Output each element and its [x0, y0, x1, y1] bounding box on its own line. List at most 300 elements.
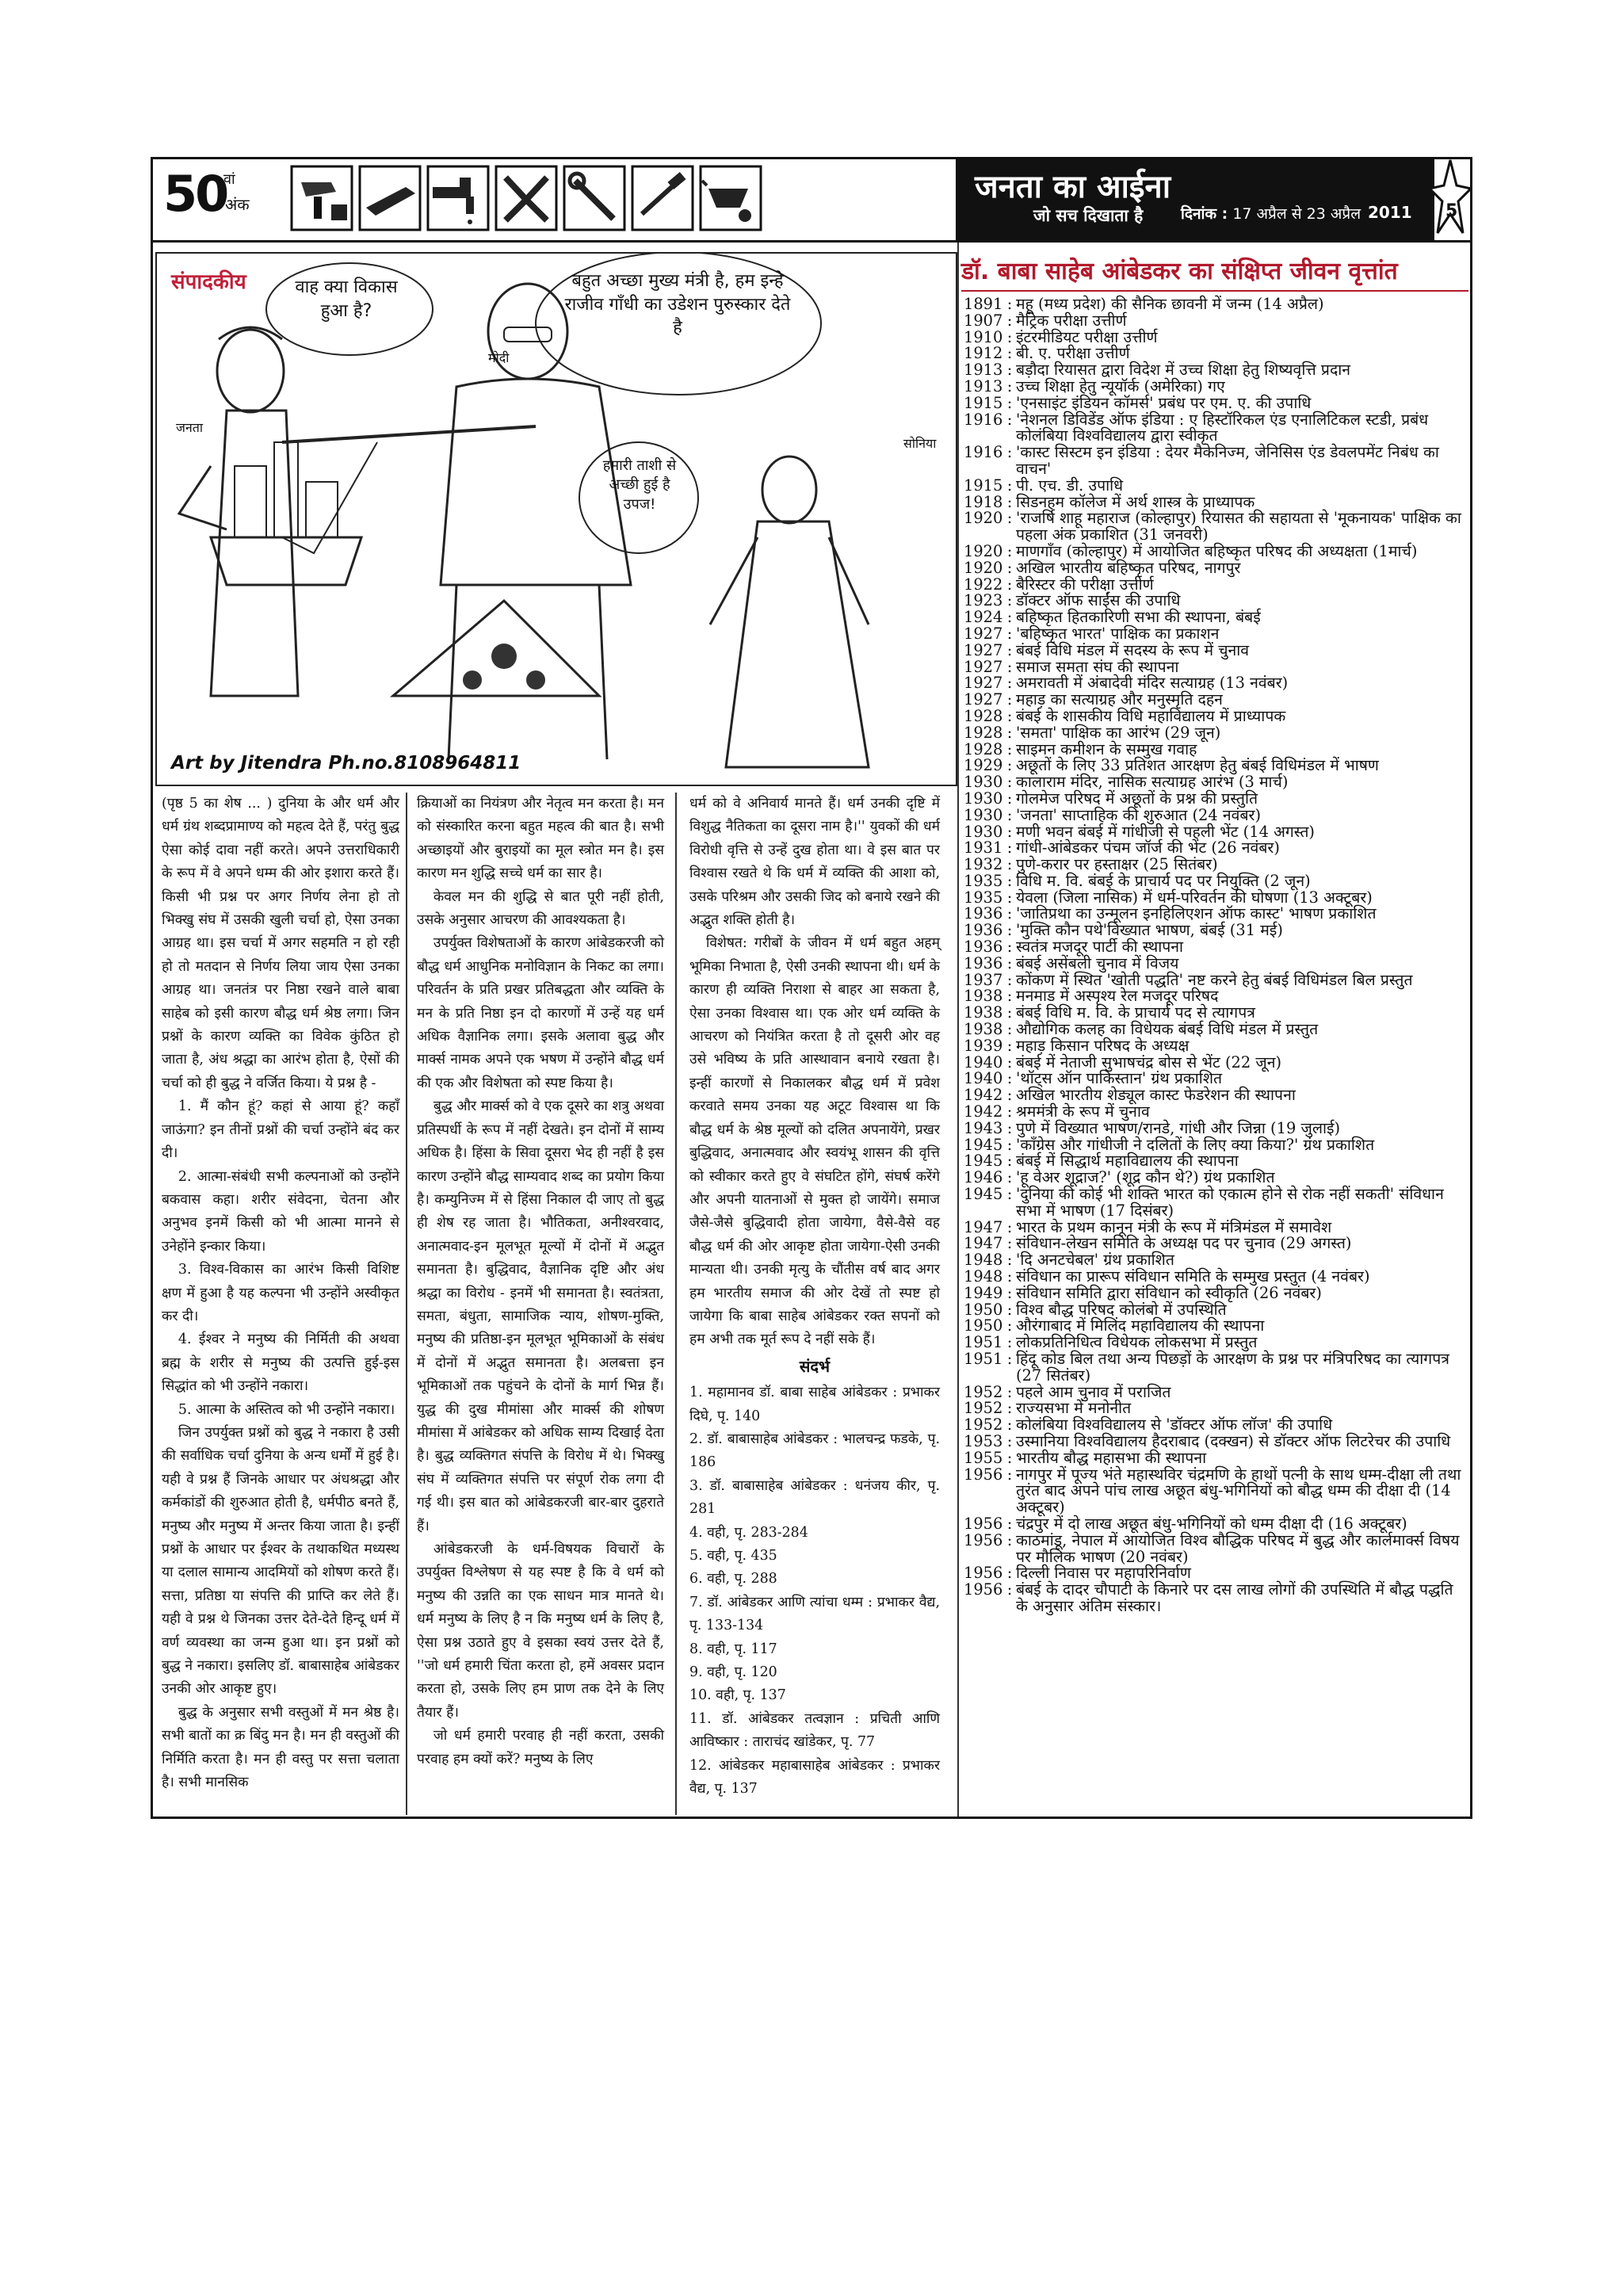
timeline-year: 1891: [964, 295, 1003, 313]
timeline-event: औद्योगिक कलह का विधेयक बंबई विधि मंडल में प्रस्तुत: [1016, 1020, 1319, 1039]
column-divider: [406, 793, 407, 1815]
timeline-year: 1942: [964, 1086, 1003, 1105]
timeline-event: नागपुर में पूज्य भंते महास्थविर चंद्रमणि के हाथों पत्नी के साथ धम्म-दीक्षा ली तथा तुरंत बाद अपने पांच लाख अछूत बंधु-भगिनियों को बौद्ध धम्म की दीक्षा दी (14 अक्टूबर): [1016, 1465, 1461, 1517]
timeline-year: 1924: [964, 608, 1003, 627]
timeline-separator: :: [1006, 361, 1013, 380]
timeline-year: 1913: [964, 361, 1003, 380]
reference-item: 1. महामानव डॉ. बाबा साहेब आंबेडकर : प्रभाकर दिघे, पृ. 140: [689, 1385, 940, 1424]
timeline-year: 1930: [964, 773, 1003, 792]
timeline-separator: :: [1006, 1350, 1013, 1368]
label-sonia: सोनिया: [903, 436, 937, 451]
timeline-year: 1927: [964, 624, 1003, 643]
timeline-year: 1923: [964, 591, 1003, 610]
timeline-separator: :: [1006, 987, 1013, 1006]
timeline-separator: :: [1006, 1234, 1013, 1253]
speech-bubble-sonia: हमारी ताशी से अच्छी हुई है उपज!: [602, 457, 677, 513]
reference-item: 11. डॉ. आंबेडकर तत्वज्ञान : प्रचिती आणि आविष्कार : ताराचंद खांडेकर, पृ. 77: [689, 1710, 940, 1751]
timeline-row: [964, 824, 1468, 841]
reference-item: 7. डॉ. आंबेडकर आणि त्यांचा धम्म : प्रभाकर वैद्य, पृ. 133-134: [689, 1594, 940, 1634]
timeline-row: [964, 577, 1468, 594]
timeline-row: [964, 1450, 1468, 1467]
timeline-year: 1938: [964, 1003, 1003, 1022]
timeline-year: 1918: [964, 492, 1003, 511]
timeline-separator: :: [1006, 1448, 1013, 1467]
reference-item: 5. वही, पृ. 435: [689, 1548, 777, 1564]
timeline-year: 1940: [964, 1052, 1003, 1072]
timeline-separator: :: [1006, 1399, 1013, 1418]
date-label: दिनांक :: [1181, 205, 1228, 223]
label-janta: जनता: [176, 420, 204, 435]
timeline-event: पुणे-करार पर हस्ताक्षर (25 सितंबर): [1016, 855, 1218, 874]
timeline-year: 1939: [964, 1036, 1003, 1055]
timeline-separator: :: [1006, 640, 1013, 659]
timeline-row: [964, 1335, 1468, 1351]
timeline-event: महाड़ का सत्याग्रह और मनुस्मृति दहन: [1016, 690, 1223, 709]
timeline-event: डॉक्टर ऑफ साईंस की उपाधि: [1016, 591, 1181, 610]
timeline-row: [964, 1118, 1468, 1137]
anniversary-number: 50: [163, 165, 227, 223]
timeline-separator: :: [1006, 376, 1013, 395]
timeline-separator: :: [1006, 492, 1013, 511]
timeline-event: लोकप्रतिनिधित्व विधेयक लोकसभा में प्रस्तुत: [1016, 1333, 1258, 1352]
timeline-year: 1929: [964, 756, 1003, 775]
timeline-event: बंबई में सिद्धार्थ महाविद्यालय की स्थापना: [1016, 1152, 1239, 1171]
timeline-row: [964, 1022, 1468, 1038]
timeline-row: [964, 791, 1468, 808]
timeline-row: [964, 939, 1468, 956]
timeline-separator: :: [1006, 344, 1013, 363]
timeline-event: 'नेशनल डिविडेंड ऑफ इंडिया : ए हिस्टॉरिकल एंड एनालिटिकल स्टडी, प्रबंध कोलंबिया विश्वविद्यालय द्वारा स्वीकृत: [1016, 410, 1429, 445]
timeline-separator: :: [1006, 674, 1013, 693]
timeline-year: 1936: [964, 938, 1003, 957]
timeline-event: 'हू वेअर शूद्राज?' (शूद्र कौन थे?) ग्रंथ प्रकाशित: [1016, 1168, 1275, 1187]
timeline-event: मैट्रिक परीक्षा उत्तीर्ण: [1016, 311, 1127, 330]
timeline-separator: :: [1006, 1530, 1013, 1549]
timeline-event: राज्यसभा में मनोनीत: [1016, 1399, 1132, 1418]
hammer-icon: [631, 165, 694, 231]
timeline-year: 1930: [964, 789, 1003, 808]
timeline-row: [964, 1467, 1468, 1516]
timeline-separator: :: [1006, 888, 1013, 907]
timeline-row: [964, 758, 1468, 774]
paragraph: बुद्ध और मार्क्स को वे एक दूसरे का शत्रु अथवा प्रतिस्पर्धी के रूप में नहीं देखते। इन दोनों में साम्य अधिक है। हिंसा के सिवा दूसरा भेद ही नहीं है इस कारण उन्होंने बौद्ध साम्यवाद शब्द का प्रयोग किया है। कम्युनिज्म में से हिंसा निकाल दी जाए तो बुद्ध ही शेष रह जाता है। भौतिकता, अनीश्वरवाद, अनात्मवाद-इन मूलभूत मूल्यों में दोनों में अद्भुत समानता है। बुद्धिवाद, वैज्ञानिक दृष्टि और अंध श्रद्धा का विरोध - इनमें भी समानता है। स्वतंत्रता, समता, बंधुता, सामाजिक न्याय, शोषण-मुक्ति, मनुष्य की प्रतिष्ठा-इन मूलभूत भूमिकाओं के संबंध में दोनों में अद्भुत समानता है। अलबत्ता इन भूमिकाओं तक पहुंचने के दोनों के मार्ग भिन्न हैं। युद्ध की दुख मीमांसा और मार्क्स की शोषण मीमांसा में आंबेडकर को अधिक साम्य दिखाई देता है। बुद्ध व्यक्तिगत संपत्ति के विरोध में थे। भिक्खु संघ में व्यक्तिगत संपत्ति पर संपूर्ण रोक लगा दी गई थी। इस बात को आंबेडकरजी बार-बार दुहराते हैं।: [417, 1098, 664, 1534]
timeline-separator: :: [1006, 1003, 1013, 1022]
timeline-row: [964, 1104, 1468, 1121]
star-icon: [1428, 157, 1472, 236]
timeline-year: 1947: [964, 1217, 1003, 1236]
timeline-separator: :: [1006, 1580, 1013, 1599]
speech-bubble-modi: बहुत अच्छा मुख्य मंत्री है, हम इन्हे राजीव गाँधी का उडेशन पुरुस्कार देते है: [564, 271, 791, 338]
timeline-event: 'दि अनटचेबल' ग्रंथ प्रकाशित: [1016, 1251, 1174, 1270]
timeline-row: [964, 953, 1468, 972]
timeline-event: माणगाँव (कोल्हापुर) में आयोजित बहिष्कृत परिषद की अध्यक्षता (1मार्च): [1016, 541, 1418, 560]
paragraph: 4. ईश्वर ने मनुष्य की निर्मिती की अथवा ब्रह्म के शरीर से मनुष्य की उत्पत्ति हुई-इस सिद्धांत को भी उन्होंने नकारा।: [162, 1331, 399, 1395]
timeline-separator: :: [1006, 1316, 1013, 1335]
timeline-row: [964, 1302, 1468, 1319]
header-rule: [151, 240, 1472, 243]
timeline-year: 1927: [964, 674, 1003, 693]
timeline-event: हिंदू कोड बिल तथा अन्य पिछड़ों के आरक्षण के प्रश्न पर मंत्रिपरिषद का त्यागपत्र (27 सितंबर): [1016, 1350, 1449, 1385]
timeline-year: 1935: [964, 888, 1003, 907]
reference-item: 12. आंबेडकर महाबासाहेब आंबेडकर : प्रभाकर वैद्य, पृ. 137: [689, 1757, 940, 1797]
timeline-separator: :: [1006, 921, 1013, 940]
timeline-row: [964, 395, 1468, 412]
timeline-year: 1936: [964, 921, 1003, 940]
timeline-year: 1952: [964, 1399, 1003, 1418]
timeline-year: 1938: [964, 987, 1003, 1006]
timeline-event: संविधान का प्रारूप संविधान समिति के सम्मुख प्रस्तुत (4 नवंबर): [1016, 1267, 1370, 1286]
timeline-row: [964, 706, 1468, 725]
timeline-row: [964, 805, 1468, 824]
timeline-year: 1951: [964, 1333, 1003, 1352]
timeline-year: 1916: [964, 410, 1003, 429]
timeline-year: 1955: [964, 1448, 1003, 1467]
timeline-separator: :: [1006, 1251, 1013, 1270]
timeline-year: 1927: [964, 690, 1003, 709]
timeline-event: महू (मध्य प्रदेश) की सैनिक छावनी में जन्म (14 अप्रैल): [1016, 295, 1324, 313]
timeline-year: 1952: [964, 1415, 1003, 1435]
timeline-row: [964, 327, 1468, 346]
timeline-year: 1936: [964, 904, 1003, 923]
timeline-row: [964, 1382, 1468, 1401]
timeline-row: [964, 857, 1468, 873]
paragraph: बुद्ध के अनुसार सभी वस्तुओं में मन श्रेष्ठ है। सभी बातों का क्र बिंदु मन है। मन ही वस्तुओं की निर्मिति करता है। मन ही वस्तु पर सत्ता चलाता है। सभी मानसिक: [162, 1704, 399, 1791]
timeline-row: [964, 873, 1468, 890]
timeline-separator: :: [1006, 410, 1013, 429]
timeline-separator: :: [1006, 509, 1013, 528]
page-header: [151, 157, 1472, 240]
timeline-event: उच्च शिक्षा हेतु न्यूयॉर्क (अमेरिका) गए: [1016, 376, 1225, 395]
timeline-year: 1935: [964, 871, 1003, 890]
issue-date: [1181, 203, 1361, 223]
timeline-separator: :: [1006, 773, 1013, 792]
timeline-row: [964, 560, 1468, 577]
timeline-year: 1936: [964, 953, 1003, 972]
timeline-list: [964, 296, 1468, 1615]
timeline-year: 1907: [964, 311, 1003, 330]
timeline-event: गोलमेज परिषद में अछूतों के प्रश्न की प्रस्तुति: [1016, 789, 1258, 808]
timeline-event: 'कास्ट सिस्टम इन इंडिया : देयर मैकेनिज्म, जेनिसिस एंड डेवलपमेंट निबंध का वाचन': [1016, 443, 1439, 478]
timeline-year: 1920: [964, 509, 1003, 528]
timeline-event: कोलंबिया विश्वविद्यालय से 'डॉक्टर ऑफ लॉज' की उपाधि: [1016, 1415, 1333, 1435]
water-tap-icon: [426, 165, 490, 231]
timeline-separator: :: [1006, 970, 1013, 989]
paragraph: 3. विश्व-विकास का आरंभ किसी विशिष्ट क्षण में हुआ है यह कल्पना भी उन्होंने अस्वीकृत कर दी।: [162, 1262, 399, 1324]
timeline-event: येवला (जिला नासिक) में धर्म-परिवर्तन की घोषणा (13 अक्टूबर): [1016, 888, 1373, 907]
timeline-separator: :: [1006, 1036, 1013, 1055]
timeline-separator: :: [1006, 1333, 1013, 1352]
timeline-event: महाड़ किसान परिषद के अध्यक्ष: [1016, 1036, 1190, 1055]
timeline-row: [964, 1269, 1468, 1286]
timeline-year: 1938: [964, 1020, 1003, 1039]
timeline-event: विश्व बौद्ध परिषद कोलंबो में उपस्थिति: [1016, 1300, 1227, 1319]
timeline-row: [964, 1170, 1468, 1186]
timeline-row: [964, 640, 1468, 659]
timeline-row: [964, 376, 1468, 395]
timeline-separator: :: [1006, 591, 1013, 610]
timeline-row: [964, 1318, 1468, 1335]
timeline-separator: :: [1006, 1300, 1013, 1319]
paragraph: (पृष्ठ 5 का शेष ... ) दुनिया के और धर्म और धर्म ग्रंथ शब्दप्रामाण्य को महत्व देते हैं, परंतु बुद्ध ऐसा कोई दावा नहीं करते। अपने उत्तराधिकारी के रूप में वे अपने धम्म की ओर इशारा करते हैं। किसी भी प्रश्न पर अगर निर्णय लेना हो तो भिक्खु संघ में उसकी खुली चर्चा हो, ऐसा उनका आग्रह था। इस चर्चा में अगर सहमति न हो रही हो तो मतदान से निर्णय लिया जाय ऐसा उनका आग्रह था। जनतंत्र पर निष्ठा रखने वाले बाबा साहेब को इसी कारण बौद्ध धर्म श्रेष्ठ लगा। जिन प्रश्नों के कारण व्यक्ति का विवेक कुंठित हो जाता है, अंध श्रद्धा का आरंभ होता है, ऐसों की चर्चा को ही बुद्ध ने वर्जित किया। ये प्रश्न है -: [162, 796, 399, 1091]
timeline-row: [964, 1052, 1468, 1072]
wrench-icon: [563, 165, 626, 231]
references-list: [689, 1381, 940, 1801]
timeline-year: 1916: [964, 443, 1003, 462]
timeline-event: 'थॉट्स ऑन पाकिस्तान' ग्रंथ प्रकाशित: [1016, 1069, 1223, 1088]
timeline-year: 1956: [964, 1465, 1003, 1484]
timeline-row: [964, 510, 1468, 544]
reference-item: 2. डॉ. बाबासाहेब आंबेडकर : भालचन्द्र फडके, पृ. 186: [689, 1431, 940, 1471]
timeline-event: भारत के प्रथम कानून मंत्री के रूप में मंत्रिमंडल में समावेश: [1016, 1217, 1332, 1236]
column-divider: [957, 243, 959, 1817]
reference-item: 4. वही, पृ. 283-284: [689, 1524, 808, 1541]
timeline-event: 'एनसाइंट इंडियन कॉमर्स' प्रबंध पर एम. ए. की उपाधि: [1016, 393, 1312, 412]
timeline-separator: :: [1006, 1283, 1013, 1302]
timeline-separator: :: [1006, 1118, 1013, 1137]
timeline-year: 1915: [964, 393, 1003, 412]
timeline-separator: :: [1006, 1217, 1013, 1236]
timeline-year: 1956: [964, 1564, 1003, 1583]
timeline-row: [964, 774, 1468, 791]
paragraph: विशेषत: गरीबों के जीवन में धर्म बहुत अहम् भूमिका निभाता है, ऐसी उनकी स्थापना थी। धर्म के कारण ही व्यक्ति निराशा से बाहर आ सकता है, ऐसा उनका विश्वास था। एक ओर धर्म व्यक्ति के आचरण को नियंत्रित करता है तो दूसरी ओर वह उसे भविष्य के प्रति आस्थावान बनाये रखता है। इन्हीं कारणों से निकालकर बौद्ध धर्म में प्रवेश करवाते समय उनका यह अटूट विश्वास था कि बौद्ध धर्म के श्रेष्ठ मूल्यों को दलित अपनायेंगे, प्रखर बुद्धिवाद, अनात्मवाद और स्वयंभू शासन की वृत्ति को स्वीकार करते हुए वे संघटित होंगे, संघर्ष करेंगे और अपनी यातनाओं से मुक्त हो जायेंगे। समाज जैसे-जैसे बुद्धिवादी होता जायेगा, वैसे-वैसे वह बौद्ध धर्म की ओर आकृष्ट होता जायेगा-ऐसी उनकी मान्यता थी। उनकी मृत्यु के चौंतीस वर्ष बाद अगर हम भारतीय समाज की ओर देखें तो स्पष्ट हो जायेगा कि बाबा साहेब आंबेडकर रक्त सपनों को हम अभी तक मूर्त रूप दे नहीं सके हैं।: [689, 935, 940, 1348]
paragraph: 2. आत्मा-संबंधी सभी कल्पनाओं को उन्होंने बकवास कहा। शरीर संवेदना, चेतना और अनुभव इनमें किसी को भी आत्मा मानने से उनेहोंने इन्कार किया।: [162, 1168, 399, 1255]
timeline-separator: :: [1006, 311, 1013, 330]
timeline-row: [964, 626, 1468, 643]
timeline-separator: :: [1006, 1564, 1013, 1583]
timeline-row: [964, 445, 1468, 478]
timeline-year: 1930: [964, 822, 1003, 841]
timeline-separator: :: [1006, 443, 1013, 462]
timeline-separator: :: [1006, 1086, 1013, 1105]
timeline-row: [964, 1400, 1468, 1417]
section-label-editorial: संपादकीय: [171, 270, 246, 294]
timeline-event: श्रममंत्री के रूप में चुनाव: [1016, 1102, 1150, 1121]
timeline-year: 1928: [964, 706, 1003, 725]
timeline-row: [964, 1038, 1468, 1055]
timeline-event: संविधान समिति द्वारा संविधान को स्वीकृति (26 नवंबर): [1016, 1283, 1322, 1302]
timeline-separator: :: [1006, 558, 1013, 577]
timeline-separator: :: [1006, 624, 1013, 643]
timeline-row: [964, 1530, 1468, 1566]
references-heading: संदर्भ: [799, 1356, 831, 1376]
timeline-separator: :: [1006, 1069, 1013, 1088]
timeline-event: बैरिस्टर की परीक्षा उत्तीर्ण: [1016, 575, 1154, 594]
timeline-title-rule: [961, 290, 1468, 292]
timeline-event: समाज समता संघ की स्थापना: [1016, 657, 1179, 676]
timeline-year: 1915: [964, 476, 1003, 495]
timeline-year: 1940: [964, 1069, 1003, 1088]
timeline-year: 1956: [964, 1530, 1003, 1549]
timeline-year: 1920: [964, 541, 1003, 560]
anniversary-word: अंक: [225, 195, 250, 214]
timeline-row: [964, 675, 1468, 692]
timeline-year: 1928: [964, 723, 1003, 742]
timeline-event: चंद्रपुर में दो लाख अछूत बंधु-भगिनियों को धम्म दीक्षा दी (16 अक्टूबर): [1016, 1514, 1407, 1533]
paragraph: 5. आत्मा के अस्तित्व को भी उन्होंने नकारा।: [178, 1401, 395, 1418]
timeline-row: [964, 1252, 1468, 1269]
timeline-separator: :: [1006, 608, 1013, 627]
timeline-separator: :: [1006, 1415, 1013, 1435]
timeline-row: [964, 1417, 1468, 1434]
timeline-event: बंबई विधि मंडल में सदस्य के रूप में चुनाव: [1016, 640, 1250, 659]
timeline-separator: :: [1006, 575, 1013, 594]
timeline-separator: :: [1006, 690, 1013, 709]
date-range: 17 अप्रैल से 23 अप्रैल: [1232, 205, 1361, 223]
pliers-tools-icon: [495, 165, 558, 231]
timeline-separator: :: [1006, 938, 1013, 957]
issue-year: 2011: [1368, 203, 1412, 222]
timeline-separator: :: [1006, 327, 1013, 346]
timeline-year: 1945: [964, 1185, 1003, 1204]
timeline-year: 1932: [964, 855, 1003, 874]
timeline-year: 1910: [964, 327, 1003, 346]
timeline-separator: :: [1006, 756, 1013, 775]
reference-item: 6. वही, पृ. 288: [689, 1571, 777, 1587]
timeline-separator: :: [1006, 1135, 1013, 1154]
paragraph: उपर्युक्त विशेषताओं के कारण आंबेडकरजी को बौद्ध धर्म आधुनिक मनोविज्ञान के निकट का लगा। परिवर्तन के प्रति प्रखर प्रतिबद्धता और व्यक्ति के मन के प्रति निष्ठा इन दो कारणों में उन्हें यह धर्म अधिक वैज्ञानिक लगा। इसके अलावा बुद्ध और मार्क्स नामक अपने एक भषण में उन्होंने बौद्ध धर्म की एक और विशेषता को स्पष्ट किया है।: [417, 935, 664, 1091]
timeline-event: अखिल भारतीय शेड्यूल कास्ट फेडरेशन की स्थापना: [1016, 1086, 1296, 1105]
timeline-row: [964, 1005, 1468, 1022]
timeline-year: 1945: [964, 1152, 1003, 1171]
timeline-row: [964, 1283, 1468, 1302]
timeline-row: [964, 492, 1468, 511]
brick-icon: [358, 165, 422, 231]
timeline-year: 1937: [964, 970, 1003, 989]
timeline-separator: :: [1006, 1382, 1013, 1401]
paragraph: जिन उपर्युक्त प्रश्नों को बुद्ध ने नकारा है उसी की सर्वाधिक चर्चा दुनिया के अन्य धर्मों में हुई है। यही वे प्रश्न हैं जिनके आधार पर अंधश्रद्धा और कर्मकांडों की शुरुआत होती है, धर्मपीठ बनते हैं, मनुष्य और मनुष्य में अन्तर किया जाता है। इन्हीं प्रश्नों के आधार पर ईश्वर के तथाकथित मध्यस्थ या दलाल सामान्य आदमियों को शोषण करते हैं। सत्ता, प्रतिष्ठा या संपत्ति की प्राप्ति कर लेते हैं। यही वे प्रश्न थे जिनका उत्तर देते-देते हिन्दू धर्म में वर्ण व्यवस्था का जन्म हुआ था। इन प्रश्नों को बुद्ध ने नकारा। इसलिए डॉ. बाबासाहेब आंबेडकर उनकी ओर आकृष्ट हुए।: [162, 1424, 399, 1698]
timeline-year: 1948: [964, 1251, 1003, 1270]
timeline-separator: :: [1006, 822, 1013, 841]
timeline-year: 1947: [964, 1234, 1003, 1253]
timeline-separator: :: [1006, 839, 1013, 858]
artist-credit: Art by Jitendra Ph.no.8108964811: [171, 753, 521, 774]
timeline-separator: :: [1006, 1514, 1013, 1533]
timeline-separator: :: [1006, 393, 1013, 412]
timeline-event: अखिल भारतीय बहिष्कृत परिषद, नागपुर: [1016, 558, 1241, 577]
reference-item: 3. डॉ. बाबासाहेब आंबेडकर : धनंजय कीर, पृ. 281: [689, 1477, 940, 1518]
timeline-row: [964, 890, 1468, 907]
timeline-separator: :: [1006, 953, 1013, 972]
timeline-row: [964, 362, 1468, 379]
timeline-separator: :: [1006, 706, 1013, 725]
timeline-event: इंटरमीडियट परीक्षा उत्तीर्ण: [1016, 327, 1158, 346]
reference-item: 8. वही, पृ. 117: [689, 1641, 777, 1657]
timeline-separator: :: [1006, 476, 1013, 495]
timeline-event: गांधी-आंबेडकर पंचम जॉर्ज की भेंट (26 नवंबर): [1016, 839, 1280, 858]
timeline-row: [964, 739, 1468, 758]
timeline-event: बड़ौदा रियासत द्वारा विदेश में उच्च शिक्षा हेतु शिष्यवृत्ति प्रदान: [1016, 361, 1351, 380]
timeline-event: संविधान-लेखन समिति के अध्यक्ष पद पर चुनाव (29 अगस्त): [1016, 1234, 1352, 1253]
paragraph: धर्म को वे अनिवार्य मानते हैं। धर्म उनकी दृष्टि में विशुद्ध नैतिकता का दूसरा नाम है।'' युवकों की धर्म विरोधी वृत्ति से उन्हें दुख होता था। वे इस बात पर विश्वास रखते थे कि धर्म में व्यक्ति की आशा को, उसके परिश्रम और उसकी जिद को बनाये रखने की अद्भुत शक्ति होती है।: [689, 796, 940, 929]
timeline-row: [964, 1351, 1468, 1385]
timeline-event: स्वतंत्र मजदूर पार्टी की स्थापना: [1016, 938, 1184, 957]
timeline-separator: :: [1006, 1168, 1013, 1187]
timeline-row: [964, 1582, 1468, 1615]
timeline-year: 1951: [964, 1350, 1003, 1368]
timeline-event: भारतीय बौद्ध महासभा की स्थापना: [1016, 1448, 1207, 1467]
timeline-year: 1943: [964, 1118, 1003, 1137]
timeline-title: डॉ. बाबा साहेब आंबेडकर का संक्षिप्त जीवन वृत्तांत: [961, 258, 1398, 285]
timeline-year: 1953: [964, 1431, 1003, 1450]
timeline-row: [964, 1087, 1468, 1104]
timeline-event: कालाराम मंदिर, नासिक सत्याग्रह आरंभ (3 मार्च): [1016, 773, 1289, 792]
timeline-year: 1931: [964, 839, 1003, 858]
timeline-event: 'दुनिया की कोई भी शक्ति भारत को एकात्म होने से रोक नहीं सकती' संविधान सभा में भाषण (17 दिसंबर): [1016, 1185, 1444, 1220]
timeline-year: 1920: [964, 558, 1003, 577]
timeline-year: 1927: [964, 657, 1003, 676]
timeline-row: [964, 478, 1468, 495]
timeline-separator: :: [1006, 855, 1013, 874]
timeline-year: 1956: [964, 1580, 1003, 1599]
timeline-year: 1912: [964, 344, 1003, 363]
timeline-year: 1945: [964, 1135, 1003, 1154]
timeline-row: [964, 541, 1468, 560]
timeline-year: 1928: [964, 739, 1003, 758]
timeline-event: काठमांडू, नेपाल में आयोजित विश्व बौद्धिक परिषद में बुद्ध और कार्लमार्क्स विषय पर मौलिक भाषण (20 नवंबर): [1016, 1530, 1460, 1566]
timeline-event: बहिष्कृत हितकारिणी सभा की स्थापना, बंबई: [1016, 608, 1261, 627]
timeline-separator: :: [1006, 1020, 1013, 1039]
article-column-3: [689, 793, 940, 1801]
anniversary-suffix: वां: [223, 171, 235, 188]
page-number: 5: [1445, 201, 1458, 221]
spray-gun-icon: [290, 165, 353, 231]
masthead-tagline: जो सच दिखाता है: [1033, 206, 1144, 225]
timeline-row: [964, 1431, 1468, 1450]
timeline-separator: :: [1006, 739, 1013, 758]
label-modi: मोदी: [488, 350, 510, 365]
timeline-year: 1949: [964, 1283, 1003, 1302]
timeline-event: साइमन कमीशन के सम्मुख गवाह: [1016, 739, 1197, 758]
reference-item: 9. वही, पृ. 120: [689, 1664, 777, 1681]
timeline-year: 1948: [964, 1267, 1003, 1286]
editorial-cartoon: [155, 252, 957, 786]
timeline-row: [964, 412, 1468, 445]
timeline-row: [964, 725, 1468, 742]
timeline-separator: :: [1006, 1465, 1013, 1484]
timeline-event: पुणे में विख्यात भाषण/रानडे, गांधी और जिन्ना (19 जुलाई): [1016, 1118, 1341, 1137]
timeline-event: बंबई असेंबली चुनाव में विजय: [1016, 953, 1179, 972]
timeline-separator: :: [1006, 295, 1013, 313]
anniversary-badge: [155, 162, 282, 235]
paragraph: केवल मन की शुद्धि से बात पूरी नहीं होती, उसके अनुसार आचरण की आवश्यकता है।: [417, 888, 664, 929]
timeline-row: [964, 296, 1468, 313]
timeline-row: [964, 1137, 1468, 1154]
article-column-1: [162, 793, 399, 1794]
timeline-event: पी. एच. डी. उपाधि: [1016, 476, 1124, 495]
timeline-year: 1942: [964, 1102, 1003, 1121]
timeline-event: दिल्ली निवास पर महापरिनिर्वाण: [1016, 1564, 1191, 1583]
timeline-year: 1930: [964, 805, 1003, 824]
timeline-row: [964, 346, 1468, 362]
column-divider: [675, 793, 677, 1815]
timeline-separator: :: [1006, 723, 1013, 742]
timeline-separator: :: [1006, 805, 1013, 824]
timeline-separator: :: [1006, 541, 1013, 560]
timeline-event: 'मुक्ति कौन पथे'विख्यात भाषण, बंबई (31 मई): [1016, 921, 1283, 940]
timeline-row: [964, 1217, 1468, 1236]
timeline-event: कोंकण में स्थित 'खोती पद्धति' नष्ट करने हेतु बंबई विधिमंडल बिल प्रस्तुत: [1016, 970, 1413, 989]
paragraph: जो धर्म हमारी परवाह ही नहीं करता, उसकी परवाह हम क्यों करें? मनुष्य के लिए: [417, 1728, 664, 1767]
timeline-event: विधि म. वि. बंबई के प्राचार्य पद पर नियुक्ति (2 जून): [1016, 871, 1311, 890]
timeline-event: बी. ए. परीक्षा उत्तीर्ण: [1016, 344, 1130, 363]
paragraph: क्रियाओं का नियंत्रण और नेतृत्व मन करता है। मन को संस्कारित करना बहुत महत्व की बात है। सभी अच्छाइयों और बुराइयों का मूल स्त्रोत मन है। इस कारण मन शुद्धि सच्चे धर्म का सार है।: [417, 796, 664, 882]
timeline-year: 1913: [964, 376, 1003, 395]
timeline-separator: :: [1006, 1185, 1013, 1204]
timeline-separator: :: [1006, 904, 1013, 923]
timeline-row: [964, 659, 1468, 676]
timeline-event: 'कॉंग्रेस और गांधीजी ने दलितों के लिए क्या किया?' ग्रंथ प्रकाशित: [1016, 1135, 1375, 1154]
timeline-event: औरंगाबाद में मिलिंद महाविद्यालय की स्थापना: [1016, 1316, 1265, 1335]
